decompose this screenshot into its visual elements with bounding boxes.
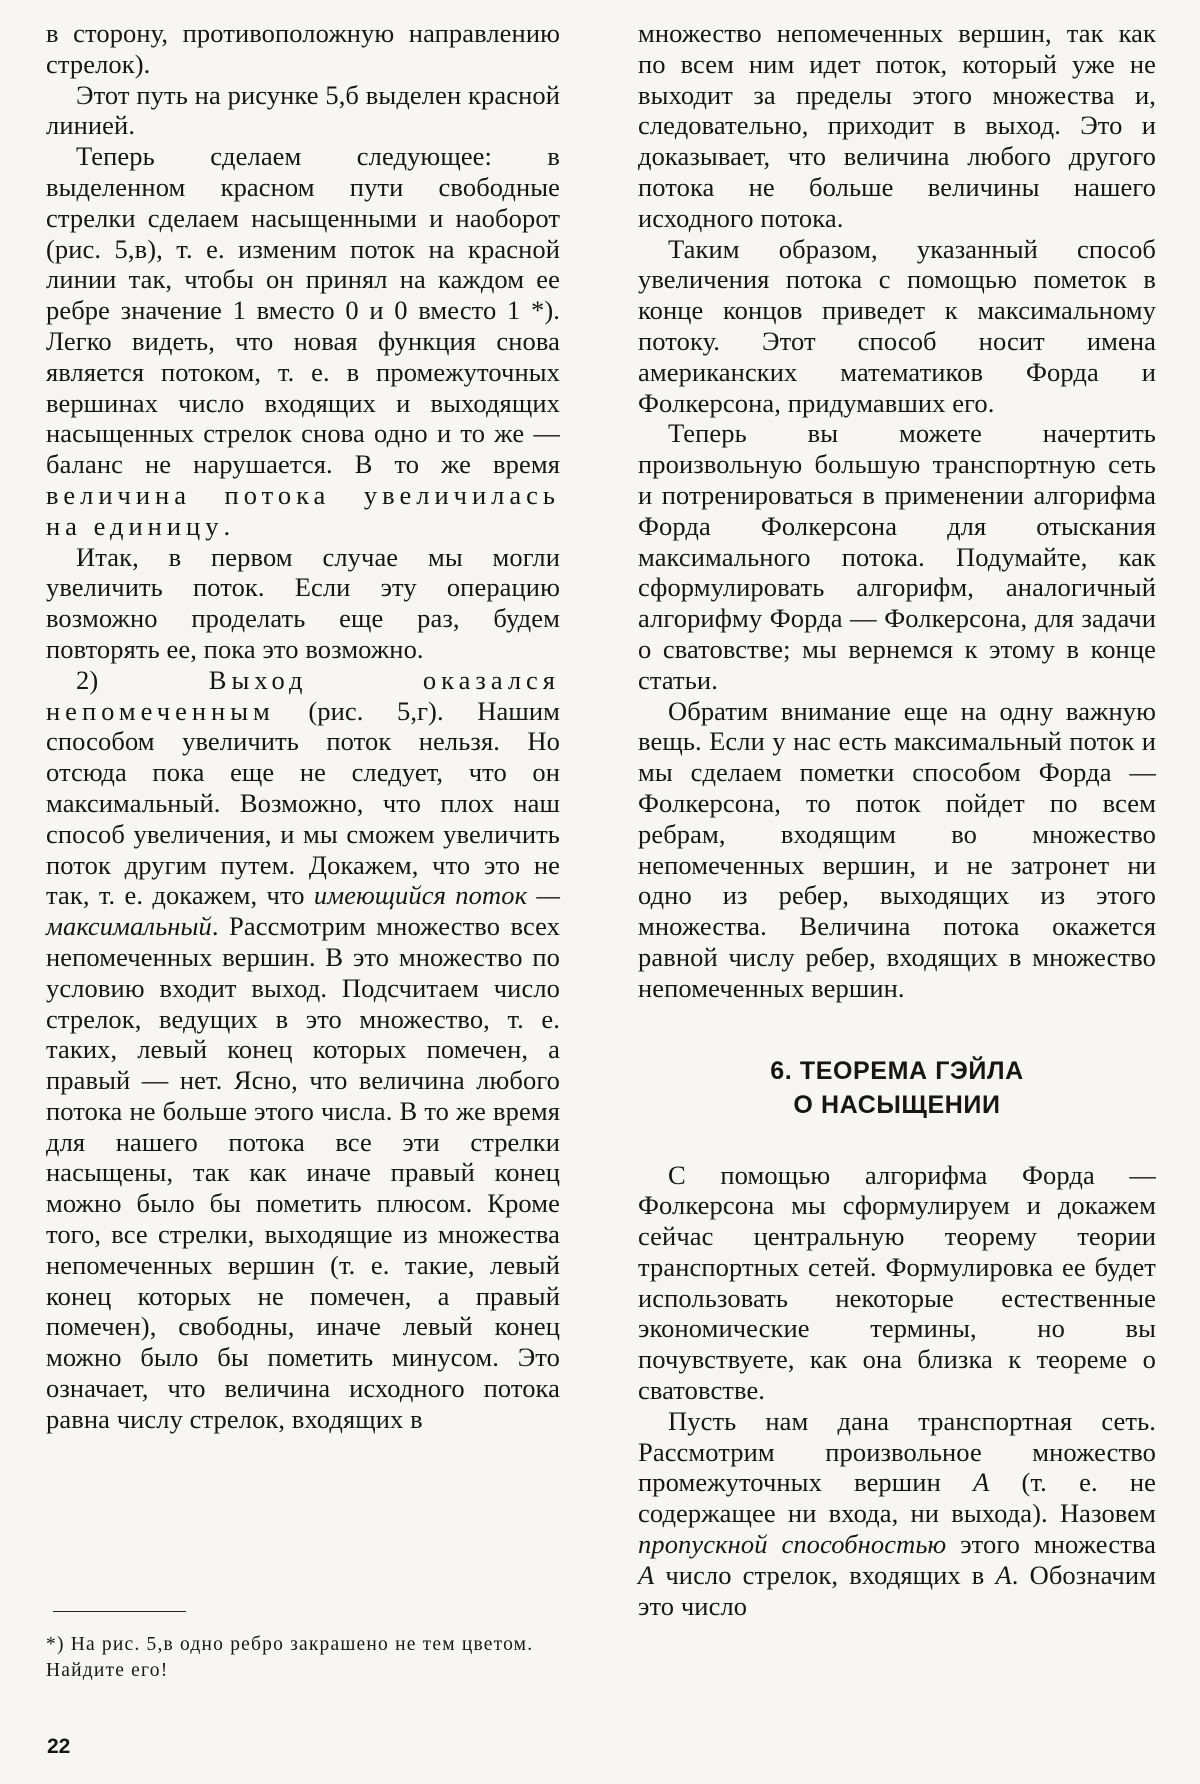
math-variable: A: [973, 1467, 990, 1498]
paragraph-text: .: [223, 510, 231, 541]
section-heading-line: 6. ТЕОРЕМА ГЭЙЛА: [770, 1056, 1024, 1085]
paragraph: [638, 1406, 1156, 1622]
paragraph-text: . Обозначим это число: [638, 1559, 1156, 1621]
paragraph-text: число стрелок, входящих в: [654, 1559, 985, 1590]
left-column: [46, 18, 560, 1435]
paragraph-text: (т. е. не содержащее ни входа, ни выхода). Назовем: [638, 1467, 1156, 1529]
paragraph: в сторону, противоположную направлению стрелок).: [46, 18, 560, 79]
paragraph: Этот путь на рисунке 5,б выделен красной линией.: [46, 79, 560, 141]
spaced-emphasis: Выход оказался непомеченным: [46, 664, 560, 726]
paragraph-text: Пусть нам дана транспортная сеть. Рассмотрим произвольное множество промежуточных вершин: [638, 1405, 1156, 1498]
paragraph: Итак, в первом случае мы могли увеличить поток. Если эту операцию возможно проделать еще раз, будем повторять ее, пока это возможно.: [46, 541, 560, 664]
paragraph-text: 2): [76, 664, 209, 695]
paragraph-text: . Рассмотрим множество всех непомеченных вершин. В это множество по условию входит выход. Подсчитаем число стрелок, ведущих в это множество, т. е. таких, левый конец которых помечен, а правый — нет. Ясно, что величина любого потока не больше этого числа. В то же время для нашего потока все эти стрелки насыщены, так как иначе правый конец можно было бы пометить плюсом. Кроме того, все стрелки, выходящие из множества непомеченных вершин (т. е. такие, левый конец которых не помечен, а правый помечен), свободны, иначе левый конец можно было бы пометить минусом. Это означает, что величина исходного потока равна числу стрелок, входящих в: [46, 911, 560, 1434]
paragraph: множество непомеченных вершин, так как по всем ним идет поток, который уже не выходит за пределы этого множества и, следовательно, приходит в выход. Это и доказывает, что величина любого другого потока не больше величины нашего исходного потока.: [638, 18, 1156, 233]
italic-emphasis: имеющийся поток — максимальный: [46, 880, 560, 942]
paragraph-text: этого множества: [946, 1529, 1156, 1560]
spaced-emphasis: величина потока увеличилась на единицу: [46, 479, 560, 541]
section-heading: [638, 1054, 1156, 1122]
paragraph: Таким образом, указанный способ увеличения потока с помощью пометок в конце концов приведет к максимальному потоку. Этот способ носит имена американских математиков Форда и Фолкерсона, придумавших его.: [638, 233, 1156, 418]
paragraph: С помощью алгорифма Форда — Фолкерсона мы сформулируем и докажем сейчас центральную теорему теории транспортных сетей. Формулировка ее будет использовать некоторые естественные экономические термины, но вы почувствуете, как она близка к теореме о сватовстве.: [638, 1159, 1156, 1406]
paragraph-text: (рис. 5,г). Нашим способом увеличить поток нельзя. Но отсюда пока еще не следует, что он максимальный. Возможно, что плох наш способ увеличения, и мы сможем увеличить поток другим путем. Докажем, что это не так, т. е. докажем, что: [46, 695, 560, 911]
paragraph: [46, 141, 560, 541]
paragraph: [46, 665, 560, 1435]
italic-emphasis: пропускной способностью: [638, 1529, 947, 1560]
math-variable: A: [995, 1559, 1012, 1590]
footnote: *) На рис. 5,в одно ребро закрашено не тем цветом. Найдите его!: [46, 1634, 534, 1681]
footnote-divider: [53, 1611, 186, 1612]
section-heading-line: О НАСЫЩЕНИИ: [793, 1090, 1001, 1119]
math-variable: A: [638, 1559, 655, 1590]
right-column: [638, 18, 1156, 1621]
paragraph: Теперь вы можете начертить произвольную большую транспортную сеть и потренироваться в применении алгорифма Форда Фолкерсона для отыскания максимального потока. Подумайте, как сформулировать алгорифм, аналогичный алгорифму Форда — Фолкерсона, для задачи о сватовстве; мы вернемся к этому в конце статьи.: [638, 418, 1156, 695]
paragraph: Обратим внимание еще на одну важную вещь. Если у нас есть максимальный поток и мы сделаем пометки способом Форда — Фолкерсона, то поток пойдет по всем ребрам, входящим во множество непомеченных вершин, и не затронет ни одно из ребер, выходящих из этого множества. Величина потока окажется равной числу ребер, входящих в множество непомеченных вершин.: [638, 695, 1156, 1003]
page-number: 22: [47, 1735, 71, 1758]
paragraph-text: Теперь сделаем следующее: в выделенном красном пути свободные стрелки сделаем насыщенными и наоборот (рис. 5,в), т. е. изменим поток на красной линии так, чтобы он принял на каждом ее ребре значение 1 вместо 0 и 0 вместо 1 *). Легко видеть, что новая функция снова является потоком, т. е. в промежуточных вершинах число входящих и выходящих насыщенных стрелок снова одно и то же — баланс не нарушается. В то же время: [46, 141, 560, 480]
